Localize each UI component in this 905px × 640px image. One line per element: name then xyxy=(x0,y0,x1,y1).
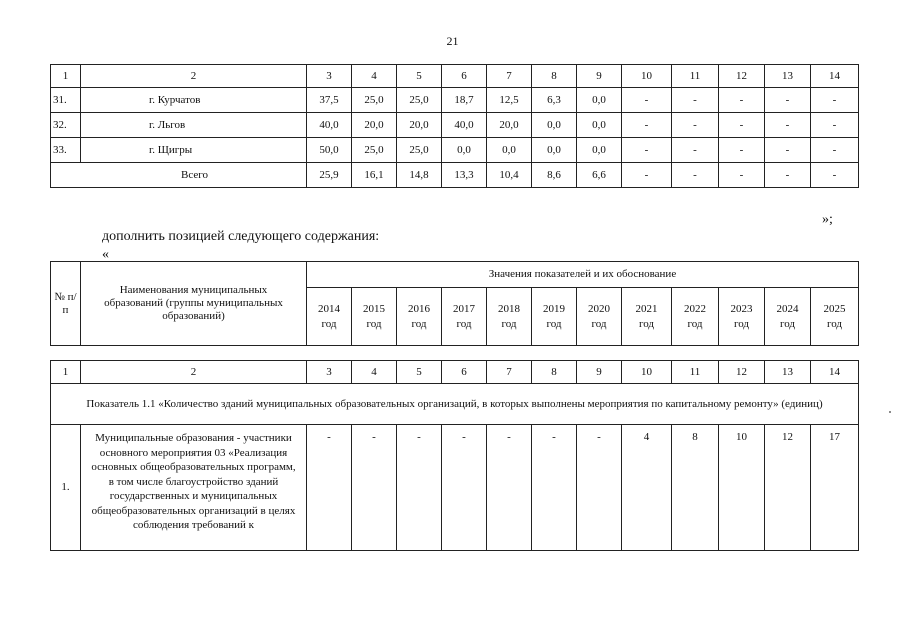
value-cell: 20,0 xyxy=(352,113,397,138)
year-header: 2024 год xyxy=(765,288,811,346)
value-cell: 40,0 xyxy=(307,113,352,138)
value-cell: - xyxy=(765,138,811,163)
value-cell: 37,5 xyxy=(307,88,352,113)
column-number: 4 xyxy=(352,361,397,384)
municipality-name: г. Курчатов xyxy=(81,88,307,113)
table-row xyxy=(51,88,859,113)
value-cell: 10,4 xyxy=(487,163,532,188)
column-number: 9 xyxy=(577,65,622,88)
scan-speck xyxy=(889,411,891,413)
value-cell: - xyxy=(352,425,397,551)
column-number: 10 xyxy=(622,361,672,384)
value-cell: - xyxy=(811,113,859,138)
value-cell: 18,7 xyxy=(442,88,487,113)
value-cell: - xyxy=(532,425,577,551)
value-cell: 10 xyxy=(719,425,765,551)
column-number: 13 xyxy=(765,65,811,88)
value-cell: - xyxy=(672,113,719,138)
closing-quote: »; xyxy=(822,212,833,227)
value-cell: 8 xyxy=(672,425,719,551)
value-cell: 25,0 xyxy=(352,138,397,163)
value-cell: 8,6 xyxy=(532,163,577,188)
column-number-row xyxy=(51,361,859,384)
table-row xyxy=(51,425,859,551)
value-cell: 0,0 xyxy=(487,138,532,163)
total-label: Всего xyxy=(51,163,307,188)
table-row xyxy=(51,138,859,163)
column-number: 14 xyxy=(811,361,859,384)
column-number: 4 xyxy=(352,65,397,88)
value-cell: 0,0 xyxy=(532,113,577,138)
column-number: 10 xyxy=(622,65,672,88)
year-header: 2016 год xyxy=(397,288,442,346)
column-number: 11 xyxy=(672,361,719,384)
column-number: 7 xyxy=(487,65,532,88)
value-cell: 16,1 xyxy=(352,163,397,188)
column-number: 3 xyxy=(307,361,352,384)
value-cell: 4 xyxy=(622,425,672,551)
value-cell: 0,0 xyxy=(577,113,622,138)
column-number: 13 xyxy=(765,361,811,384)
column-number: 2 xyxy=(81,361,307,384)
page-number: 21 xyxy=(446,34,459,48)
year-header: 2023 год xyxy=(719,288,765,346)
value-cell: - xyxy=(622,113,672,138)
indicator-table xyxy=(50,360,859,551)
value-cell: 12,5 xyxy=(487,88,532,113)
table-row xyxy=(51,113,859,138)
value-cell: - xyxy=(672,138,719,163)
value-cell: - xyxy=(719,163,765,188)
column-number: 7 xyxy=(487,361,532,384)
column-number: 12 xyxy=(719,65,765,88)
municipality-name: г. Льгов xyxy=(81,113,307,138)
value-cell: 17 xyxy=(811,425,859,551)
year-header: 2021 год xyxy=(622,288,672,346)
year-header: 2025 год xyxy=(811,288,859,346)
column-number: 1 xyxy=(51,65,81,88)
year-header: 2015 год xyxy=(352,288,397,346)
value-cell: 25,0 xyxy=(397,88,442,113)
column-number-row xyxy=(51,65,859,88)
column-number: 9 xyxy=(577,361,622,384)
year-header: 2020 год xyxy=(577,288,622,346)
value-cell: - xyxy=(811,138,859,163)
row-number: 32. xyxy=(51,113,81,138)
number-column-header: № п/п xyxy=(51,262,81,346)
value-cell: - xyxy=(622,163,672,188)
column-number: 6 xyxy=(442,65,487,88)
value-cell: 0,0 xyxy=(577,88,622,113)
value-cell: - xyxy=(672,88,719,113)
value-cell: 25,0 xyxy=(352,88,397,113)
indicator-title: Показатель 1.1 «Количество зданий муниципальных образовательных организаций, в которых выполнены мероприятия по капитальному ремонту» (единиц) xyxy=(51,384,859,425)
header-table xyxy=(50,261,859,346)
column-number: 6 xyxy=(442,361,487,384)
value-cell: - xyxy=(765,113,811,138)
municipality-name: г. Щигры xyxy=(81,138,307,163)
value-cell: 40,0 xyxy=(442,113,487,138)
value-cell: 13,3 xyxy=(442,163,487,188)
value-cell: 0,0 xyxy=(532,138,577,163)
value-cell: 20,0 xyxy=(397,113,442,138)
year-header: 2019 год xyxy=(532,288,577,346)
value-cell: - xyxy=(811,88,859,113)
year-header: 2014 год xyxy=(307,288,352,346)
continued-data-table xyxy=(50,64,859,188)
column-number: 5 xyxy=(397,361,442,384)
name-column-header: Наименования муниципальных образований (группы муниципальных образований) xyxy=(81,262,307,346)
value-cell: - xyxy=(811,163,859,188)
column-number: 12 xyxy=(719,361,765,384)
value-cell: 50,0 xyxy=(307,138,352,163)
year-header: 2017 год xyxy=(442,288,487,346)
value-cell: - xyxy=(622,88,672,113)
value-cell: - xyxy=(487,425,532,551)
value-cell: 14,8 xyxy=(397,163,442,188)
value-cell: 20,0 xyxy=(487,113,532,138)
value-cell: 6,3 xyxy=(532,88,577,113)
year-header: 2018 год xyxy=(487,288,532,346)
value-cell: - xyxy=(765,163,811,188)
total-row xyxy=(51,163,859,188)
intro-text: дополнить позицией следующего содержания: xyxy=(102,229,380,244)
column-number: 3 xyxy=(307,65,352,88)
municipality-description: Муниципальные образования - участники основного мероприятия 03 «Реализация основных общеобразовательных программ, в том числе благоустройство зданий государственных и муниципальных общеобразовательных организаций в целях соблюдения требований к xyxy=(81,425,307,551)
value-cell: - xyxy=(719,88,765,113)
value-cell: - xyxy=(622,138,672,163)
year-header: 2022 год xyxy=(672,288,719,346)
value-cell: 12 xyxy=(765,425,811,551)
row-number: 31. xyxy=(51,88,81,113)
column-number: 8 xyxy=(532,361,577,384)
column-number: 8 xyxy=(532,65,577,88)
column-number: 1 xyxy=(51,361,81,384)
row-number: 33. xyxy=(51,138,81,163)
value-cell: - xyxy=(577,425,622,551)
column-number: 5 xyxy=(397,65,442,88)
value-cell: - xyxy=(765,88,811,113)
value-cell: 0,0 xyxy=(442,138,487,163)
opening-quote: « xyxy=(102,247,109,262)
value-cell: - xyxy=(307,425,352,551)
column-number: 11 xyxy=(672,65,719,88)
value-cell: 25,9 xyxy=(307,163,352,188)
value-cell: - xyxy=(719,113,765,138)
value-cell: - xyxy=(397,425,442,551)
column-number: 14 xyxy=(811,65,859,88)
value-cell: 0,0 xyxy=(577,138,622,163)
value-cell: - xyxy=(672,163,719,188)
column-number: 2 xyxy=(81,65,307,88)
values-group-header: Значения показателей и их обоснование xyxy=(307,262,859,288)
row-number: 1. xyxy=(51,425,81,551)
value-cell: 6,6 xyxy=(577,163,622,188)
value-cell: 25,0 xyxy=(397,138,442,163)
value-cell: - xyxy=(442,425,487,551)
value-cell: - xyxy=(719,138,765,163)
